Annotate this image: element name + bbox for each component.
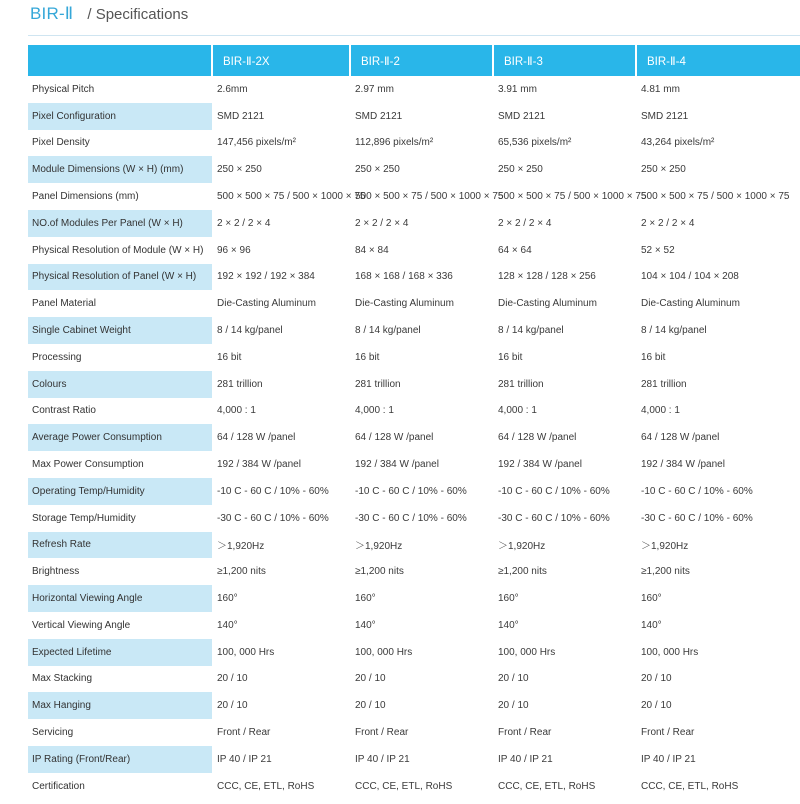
row-value: SMD 2121 [641, 110, 689, 122]
table-row [28, 237, 800, 264]
row-value: Front / Rear [641, 727, 695, 739]
row-value: ≥1,200 nits [641, 566, 690, 578]
row-value: -10 C - 60 C / 10% - 60% [498, 485, 610, 497]
row-value: -30 C - 60 C / 10% - 60% [217, 512, 329, 524]
row-label: Contrast Ratio [32, 405, 96, 417]
row-value: 2 × 2 / 2 × 4 [355, 217, 409, 229]
row-value: 64 / 128 W /panel [641, 432, 720, 444]
row-value: Front / Rear [355, 727, 409, 739]
row-value: 140° [498, 619, 519, 631]
table-row [28, 183, 800, 210]
table-row [28, 424, 800, 451]
row-value: 100, 000 Hrs [498, 646, 556, 658]
row-value: -30 C - 60 C / 10% - 60% [498, 512, 610, 524]
row-value: 4,000 : 1 [217, 405, 256, 417]
row-value: 192 × 192 / 192 × 384 [217, 271, 315, 283]
row-value: Die-Casting Aluminum [217, 298, 316, 310]
row-value: 20 / 10 [641, 700, 672, 712]
table-row [28, 505, 800, 532]
row-value: 500 × 500 × 75 / 500 × 1000 × 75 [498, 191, 647, 203]
table-row [28, 773, 800, 800]
row-value: 20 / 10 [498, 700, 529, 712]
row-value: 43,264 pixels/m² [641, 137, 715, 149]
row-value: 64 / 128 W /panel [498, 432, 577, 444]
row-value: 4,000 : 1 [355, 405, 394, 417]
row-value: SMD 2121 [498, 110, 546, 122]
row-value: 96 × 96 [217, 244, 251, 256]
row-value: 2 × 2 / 2 × 4 [641, 217, 695, 229]
header-row [28, 45, 800, 76]
row-value: Die-Casting Aluminum [355, 298, 454, 310]
row-value: IP 40 / IP 21 [641, 753, 696, 765]
row-label: Expected Lifetime [28, 639, 212, 666]
row-value: 168 × 168 / 168 × 336 [355, 271, 453, 283]
row-label: Physical Resolution of Module (W × H) [32, 244, 204, 256]
section-subtitle: / Specifications [87, 6, 189, 23]
row-value: IP 40 / IP 21 [355, 753, 410, 765]
row-label: Panel Material [32, 298, 96, 310]
row-value: 4,000 : 1 [641, 405, 680, 417]
row-value: 16 bit [498, 351, 523, 363]
row-value: 140° [641, 619, 662, 631]
row-value: 281 trillion [355, 378, 401, 390]
row-value: ＞1,920Hz [355, 541, 403, 553]
row-value: 3.91 mm [498, 83, 537, 95]
table-row [28, 719, 800, 746]
row-value: 8 / 14 kg/panel [498, 325, 564, 337]
row-value: 128 × 128 / 128 × 256 [498, 271, 596, 283]
row-value: 64 × 64 [498, 244, 532, 256]
row-value: 4,000 : 1 [498, 405, 537, 417]
row-label: Certification [32, 780, 85, 792]
table-row [28, 130, 800, 157]
row-label: Processing [32, 351, 82, 363]
row-label: Brightness [32, 566, 80, 578]
row-label: Vertical Viewing Angle [32, 619, 131, 631]
row-value: 20 / 10 [641, 673, 672, 685]
table-row [28, 398, 800, 425]
column-header: BIR-Ⅱ-2 [350, 45, 493, 76]
row-value: 16 bit [355, 351, 380, 363]
row-label: Refresh Rate [28, 532, 212, 559]
row-value: 160° [641, 593, 662, 605]
header-blank-cell [28, 45, 212, 76]
row-value: 2.97 mm [355, 83, 394, 95]
row-value: 160° [355, 593, 376, 605]
row-value: 140° [355, 619, 376, 631]
row-label: Module Dimensions (W × H) (mm) [28, 156, 212, 183]
table-row [28, 156, 800, 183]
table-row [28, 666, 800, 693]
row-label: IP Rating (Front/Rear) [28, 746, 212, 773]
row-value: ＞1,920Hz [641, 541, 689, 553]
row-value: 20 / 10 [355, 673, 386, 685]
row-value: 112,896 pixels/m² [355, 137, 434, 149]
row-value: 281 trillion [641, 378, 687, 390]
row-label: Max Stacking [32, 673, 93, 685]
table-row [28, 585, 800, 612]
row-value: 20 / 10 [355, 700, 386, 712]
row-label: Servicing [32, 727, 74, 739]
table-row [28, 317, 800, 344]
row-value: IP 40 / IP 21 [498, 753, 553, 765]
row-value: CCC, CE, ETL, RoHS [641, 780, 739, 792]
row-label: Physical Pitch [32, 83, 95, 95]
table-row [28, 532, 800, 559]
column-header: BIR-Ⅱ-2X [212, 45, 350, 76]
row-label: Pixel Density [32, 137, 90, 149]
row-label: Horizontal Viewing Angle [28, 585, 212, 612]
table-row [28, 692, 800, 719]
row-label: Single Cabinet Weight [28, 317, 212, 344]
row-value: 8 / 14 kg/panel [355, 325, 421, 337]
table-row [28, 344, 800, 371]
table-row [28, 371, 800, 398]
row-value: -10 C - 60 C / 10% - 60% [641, 485, 753, 497]
header-divider [28, 35, 800, 36]
table-row [28, 264, 800, 291]
row-value: Die-Casting Aluminum [498, 298, 597, 310]
row-value: CCC, CE, ETL, RoHS [217, 780, 315, 792]
row-label: Panel Dimensions (mm) [32, 191, 139, 203]
specifications-table [28, 45, 800, 800]
table-row [28, 639, 800, 666]
row-value: ≥1,200 nits [355, 566, 404, 578]
row-label: Pixel Configuration [28, 103, 212, 130]
row-value: 160° [498, 593, 519, 605]
row-value: 2 × 2 / 2 × 4 [498, 217, 552, 229]
table-header [28, 45, 800, 76]
row-value: 250 × 250 [217, 164, 262, 176]
row-value: 104 × 104 / 104 × 208 [641, 271, 739, 283]
row-value: 100, 000 Hrs [641, 646, 699, 658]
row-label: Physical Resolution of Panel (W × H) [28, 264, 212, 291]
row-value: 52 × 52 [641, 244, 675, 256]
row-label: Max Power Consumption [32, 459, 144, 471]
table-row [28, 612, 800, 639]
row-label: Operating Temp/Humidity [28, 478, 212, 505]
row-value: 2.6mm [217, 83, 248, 95]
row-value: ≥1,200 nits [217, 566, 266, 578]
table-row [28, 210, 800, 237]
row-value: -30 C - 60 C / 10% - 60% [641, 512, 753, 524]
row-value: 64 / 128 W /panel [355, 432, 434, 444]
row-label: Average Power Consumption [28, 424, 212, 451]
row-value: 20 / 10 [217, 673, 248, 685]
row-value: 281 trillion [498, 378, 544, 390]
row-value: ＞1,920Hz [217, 541, 265, 553]
row-value: 500 × 500 × 75 / 500 × 1000 × 75 [641, 191, 790, 203]
row-value: ≥1,200 nits [498, 566, 547, 578]
row-value: SMD 2121 [355, 110, 403, 122]
row-value: 281 trillion [217, 378, 263, 390]
row-value: 4.81 mm [641, 83, 680, 95]
row-value: 160° [217, 593, 238, 605]
row-value: 16 bit [217, 351, 242, 363]
column-header: BIR-Ⅱ-4 [636, 45, 800, 76]
row-value: Front / Rear [498, 727, 552, 739]
row-value: ＞1,920Hz [498, 541, 546, 553]
row-value: 192 / 384 W /panel [641, 459, 725, 471]
row-value: 147,456 pixels/m² [217, 137, 296, 149]
row-value: CCC, CE, ETL, RoHS [498, 780, 596, 792]
row-value: SMD 2121 [217, 110, 265, 122]
row-value: 500 × 500 × 75 / 500 × 1000 × 75 [355, 191, 504, 203]
column-header: BIR-Ⅱ-3 [493, 45, 636, 76]
row-value: 500 × 500 × 75 / 500 × 1000 × 75 [217, 191, 366, 203]
row-value: 65,536 pixels/m² [498, 137, 572, 149]
row-value: 192 / 384 W /panel [498, 459, 582, 471]
row-label: Colours [28, 371, 212, 398]
row-value: 192 / 384 W /panel [355, 459, 439, 471]
table-row [28, 558, 800, 585]
row-value: 20 / 10 [498, 673, 529, 685]
row-value: 250 × 250 [355, 164, 400, 176]
table-row [28, 76, 800, 103]
row-value: 250 × 250 [498, 164, 543, 176]
row-value: Die-Casting Aluminum [641, 298, 740, 310]
row-value: -30 C - 60 C / 10% - 60% [355, 512, 467, 524]
table-row [28, 746, 800, 773]
row-value: 16 bit [641, 351, 666, 363]
row-value: 20 / 10 [217, 700, 248, 712]
row-value: 64 / 128 W /panel [217, 432, 296, 444]
row-label: Storage Temp/Humidity [32, 512, 136, 524]
row-value: 140° [217, 619, 238, 631]
row-value: IP 40 / IP 21 [217, 753, 272, 765]
page-header [30, 4, 188, 28]
row-value: Front / Rear [217, 727, 271, 739]
row-value: -10 C - 60 C / 10% - 60% [217, 485, 329, 497]
product-title: BIR-Ⅱ [30, 4, 74, 23]
row-value: 100, 000 Hrs [217, 646, 275, 658]
table-row [28, 478, 800, 505]
row-value: CCC, CE, ETL, RoHS [355, 780, 453, 792]
row-value: 2 × 2 / 2 × 4 [217, 217, 271, 229]
table-row [28, 451, 800, 478]
row-label: NO.of Modules Per Panel (W × H) [28, 210, 212, 237]
row-value: 100, 000 Hrs [355, 646, 413, 658]
table-body [28, 76, 800, 800]
row-value: 250 × 250 [641, 164, 686, 176]
table-row [28, 103, 800, 130]
row-value: 84 × 84 [355, 244, 389, 256]
row-label: Max Hanging [28, 692, 212, 719]
table-row [28, 290, 800, 317]
row-value: 8 / 14 kg/panel [641, 325, 707, 337]
row-value: 8 / 14 kg/panel [217, 325, 283, 337]
row-value: -10 C - 60 C / 10% - 60% [355, 485, 467, 497]
row-value: 192 / 384 W /panel [217, 459, 301, 471]
